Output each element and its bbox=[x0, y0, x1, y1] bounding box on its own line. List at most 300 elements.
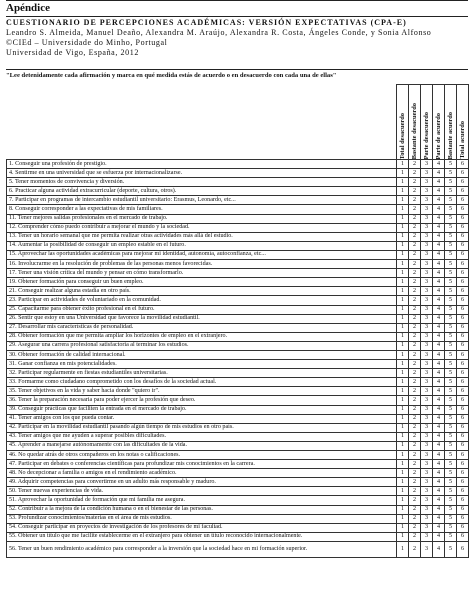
rating-option[interactable]: 4 bbox=[433, 241, 445, 250]
rating-option[interactable]: 5 bbox=[445, 350, 457, 359]
rating-option[interactable]: 1 bbox=[397, 541, 409, 557]
rating-option[interactable]: 1 bbox=[397, 460, 409, 469]
rating-option[interactable]: 2 bbox=[409, 414, 421, 423]
rating-option[interactable]: 1 bbox=[397, 350, 409, 359]
rating-option[interactable]: 1 bbox=[397, 360, 409, 369]
rating-option[interactable]: 5 bbox=[445, 223, 457, 232]
rating-option[interactable]: 6 bbox=[457, 287, 469, 296]
rating-option[interactable]: 5 bbox=[445, 405, 457, 414]
rating-option[interactable]: 2 bbox=[409, 187, 421, 196]
item-text: 39. Conseguir prácticas que faciliten la entrada en el mercado de trabajo. bbox=[7, 405, 397, 414]
rating-option[interactable]: 3 bbox=[421, 451, 433, 460]
rating-option[interactable]: 1 bbox=[397, 423, 409, 432]
rating-option[interactable]: 2 bbox=[409, 360, 421, 369]
rating-option[interactable]: 1 bbox=[397, 160, 409, 169]
rating-option[interactable]: 4 bbox=[433, 269, 445, 278]
rating-option[interactable]: 5 bbox=[445, 369, 457, 378]
rating-option[interactable]: 3 bbox=[421, 287, 433, 296]
rating-option[interactable]: 2 bbox=[409, 323, 421, 332]
table-row bbox=[7, 414, 469, 423]
rating-option[interactable]: 6 bbox=[457, 505, 469, 514]
rating-option[interactable]: 2 bbox=[409, 405, 421, 414]
rating-option[interactable]: 3 bbox=[421, 178, 433, 187]
rating-option[interactable]: 5 bbox=[445, 196, 457, 205]
item-text: 4. Sentirme en una universidad que se esfuerza por internacionalizarse. bbox=[7, 169, 397, 178]
item-text: 54. Conseguir participar en proyectos de investigación de los profesores de mi facultad. bbox=[7, 523, 397, 532]
rating-option[interactable]: 5 bbox=[445, 396, 457, 405]
rating-option[interactable]: 5 bbox=[445, 432, 457, 441]
rating-option[interactable]: 3 bbox=[421, 214, 433, 223]
rating-option[interactable]: 3 bbox=[421, 441, 433, 450]
rating-option[interactable]: 2 bbox=[409, 314, 421, 323]
rating-option[interactable]: 5 bbox=[445, 305, 457, 314]
rating-option[interactable]: 1 bbox=[397, 178, 409, 187]
rating-option[interactable]: 4 bbox=[433, 287, 445, 296]
rating-option[interactable]: 5 bbox=[445, 287, 457, 296]
rating-option[interactable]: 1 bbox=[397, 205, 409, 214]
rating-option[interactable]: 6 bbox=[457, 323, 469, 332]
rating-option[interactable]: 4 bbox=[433, 432, 445, 441]
rating-option[interactable]: 2 bbox=[409, 305, 421, 314]
rating-option[interactable]: 2 bbox=[409, 214, 421, 223]
rating-option[interactable]: 4 bbox=[433, 332, 445, 341]
rating-option[interactable]: 6 bbox=[457, 441, 469, 450]
rating-option[interactable]: 5 bbox=[445, 414, 457, 423]
rating-option[interactable]: 4 bbox=[433, 496, 445, 505]
rating-option[interactable]: 5 bbox=[445, 541, 457, 557]
rating-option[interactable]: 6 bbox=[457, 378, 469, 387]
rating-option[interactable]: 2 bbox=[409, 205, 421, 214]
rating-option[interactable]: 4 bbox=[433, 260, 445, 269]
rating-option[interactable]: 5 bbox=[445, 323, 457, 332]
rating-option[interactable]: 6 bbox=[457, 423, 469, 432]
rating-option[interactable]: 2 bbox=[409, 451, 421, 460]
rating-option[interactable]: 6 bbox=[457, 305, 469, 314]
rating-option[interactable]: 3 bbox=[421, 160, 433, 169]
table-row bbox=[7, 423, 469, 432]
rating-option[interactable]: 5 bbox=[445, 187, 457, 196]
item-text: 51. Aprovechar la oportunidad de formación que mi familia me asegura. bbox=[7, 496, 397, 505]
rating-option[interactable]: 1 bbox=[397, 378, 409, 387]
rating-option[interactable]: 4 bbox=[433, 232, 445, 241]
rating-option[interactable]: 4 bbox=[433, 160, 445, 169]
rating-option[interactable]: 1 bbox=[397, 250, 409, 259]
rating-option[interactable]: 4 bbox=[433, 487, 445, 496]
rating-option[interactable]: 1 bbox=[397, 441, 409, 450]
rating-option[interactable]: 2 bbox=[409, 523, 421, 532]
rating-option[interactable]: 1 bbox=[397, 523, 409, 532]
rating-option[interactable]: 5 bbox=[445, 460, 457, 469]
rating-option[interactable]: 6 bbox=[457, 487, 469, 496]
rating-option[interactable]: 6 bbox=[457, 469, 469, 478]
rating-option[interactable]: 4 bbox=[433, 360, 445, 369]
rating-option[interactable]: 5 bbox=[445, 214, 457, 223]
rating-option[interactable]: 1 bbox=[397, 187, 409, 196]
rating-option[interactable]: 2 bbox=[409, 169, 421, 178]
rating-option[interactable]: 5 bbox=[445, 332, 457, 341]
rating-option[interactable]: 2 bbox=[409, 441, 421, 450]
rating-option[interactable]: 2 bbox=[409, 541, 421, 557]
rating-option[interactable]: 6 bbox=[457, 223, 469, 232]
rating-option[interactable]: 1 bbox=[397, 169, 409, 178]
table-row bbox=[7, 432, 469, 441]
rating-option[interactable]: 4 bbox=[433, 441, 445, 450]
rating-option[interactable]: 3 bbox=[421, 269, 433, 278]
rating-option[interactable]: 2 bbox=[409, 487, 421, 496]
rating-option[interactable]: 4 bbox=[433, 514, 445, 523]
scale-header-label: Parte de acuerdo bbox=[435, 112, 442, 159]
rating-option[interactable]: 2 bbox=[409, 369, 421, 378]
rating-option[interactable]: 2 bbox=[409, 505, 421, 514]
rating-option[interactable]: 5 bbox=[445, 250, 457, 259]
rating-option[interactable]: 4 bbox=[433, 396, 445, 405]
rating-option[interactable]: 1 bbox=[397, 196, 409, 205]
table-row bbox=[7, 469, 469, 478]
item-text: 35. Tener objetivos en la vida y saber hacia donde "quiero ir". bbox=[7, 387, 397, 396]
rating-option[interactable]: 2 bbox=[409, 378, 421, 387]
item-text: 5. Tener momentos de convivencia y diversión. bbox=[7, 178, 397, 187]
rating-option[interactable]: 2 bbox=[409, 532, 421, 541]
rating-option[interactable]: 6 bbox=[457, 187, 469, 196]
rating-option[interactable]: 4 bbox=[433, 323, 445, 332]
rating-option[interactable]: 1 bbox=[397, 405, 409, 414]
rating-option[interactable]: 2 bbox=[409, 332, 421, 341]
rating-option[interactable]: 1 bbox=[397, 505, 409, 514]
rating-option[interactable]: 6 bbox=[457, 260, 469, 269]
rating-option[interactable]: 3 bbox=[421, 514, 433, 523]
rating-option[interactable]: 3 bbox=[421, 350, 433, 359]
appendix-title: Apéndice bbox=[6, 2, 50, 14]
table-row bbox=[7, 269, 469, 278]
rating-option[interactable]: 6 bbox=[457, 532, 469, 541]
rating-option[interactable]: 3 bbox=[421, 396, 433, 405]
rating-option[interactable]: 2 bbox=[409, 160, 421, 169]
rating-option[interactable]: 3 bbox=[421, 496, 433, 505]
rating-option[interactable]: 6 bbox=[457, 196, 469, 205]
rating-option[interactable]: 2 bbox=[409, 269, 421, 278]
rating-option[interactable]: 5 bbox=[445, 514, 457, 523]
rating-option[interactable]: 2 bbox=[409, 432, 421, 441]
rating-option[interactable]: 6 bbox=[457, 350, 469, 359]
rating-option[interactable]: 5 bbox=[445, 378, 457, 387]
rating-option[interactable]: 2 bbox=[409, 260, 421, 269]
scale-header bbox=[445, 85, 457, 160]
rating-option[interactable]: 3 bbox=[421, 250, 433, 259]
rating-option[interactable]: 2 bbox=[409, 223, 421, 232]
rating-option[interactable]: 5 bbox=[445, 387, 457, 396]
rating-option[interactable]: 3 bbox=[421, 378, 433, 387]
rating-option[interactable]: 3 bbox=[421, 260, 433, 269]
table-row bbox=[7, 478, 469, 487]
table-row bbox=[7, 350, 469, 359]
rating-option[interactable]: 6 bbox=[457, 169, 469, 178]
rating-option[interactable]: 3 bbox=[421, 460, 433, 469]
rating-option[interactable]: 3 bbox=[421, 505, 433, 514]
rating-option[interactable]: 3 bbox=[421, 296, 433, 305]
rating-option[interactable]: 3 bbox=[421, 223, 433, 232]
rating-option[interactable]: 4 bbox=[433, 387, 445, 396]
scale-header bbox=[457, 85, 469, 160]
rating-option[interactable]: 1 bbox=[397, 487, 409, 496]
table-row bbox=[7, 341, 469, 350]
item-text: 41. Tener amigos con los que pueda contar. bbox=[7, 414, 397, 423]
rating-option[interactable]: 4 bbox=[433, 296, 445, 305]
rating-option[interactable]: 3 bbox=[421, 305, 433, 314]
table-row bbox=[7, 241, 469, 250]
rating-option[interactable]: 3 bbox=[421, 241, 433, 250]
rating-option[interactable]: 1 bbox=[397, 496, 409, 505]
rating-option[interactable]: 1 bbox=[397, 341, 409, 350]
rating-option[interactable]: 1 bbox=[397, 296, 409, 305]
rating-option[interactable]: 6 bbox=[457, 341, 469, 350]
rating-option[interactable]: 4 bbox=[433, 405, 445, 414]
rating-option[interactable]: 4 bbox=[433, 223, 445, 232]
rating-option[interactable]: 5 bbox=[445, 269, 457, 278]
rating-option[interactable]: 5 bbox=[445, 169, 457, 178]
rating-option[interactable]: 5 bbox=[445, 178, 457, 187]
rating-option[interactable]: 5 bbox=[445, 505, 457, 514]
rating-option[interactable]: 4 bbox=[433, 505, 445, 514]
rating-option[interactable]: 5 bbox=[445, 160, 457, 169]
item-text: 30. Obtener formación de calidad internacional. bbox=[7, 350, 397, 359]
rating-option[interactable]: 4 bbox=[433, 469, 445, 478]
rating-option[interactable]: 6 bbox=[457, 332, 469, 341]
rating-option[interactable]: 3 bbox=[421, 423, 433, 432]
rating-option[interactable]: 1 bbox=[397, 260, 409, 269]
rating-option[interactable]: 6 bbox=[457, 523, 469, 532]
rating-option[interactable]: 3 bbox=[421, 405, 433, 414]
table-row bbox=[7, 514, 469, 523]
appendix-rule bbox=[6, 16, 468, 17]
rating-option[interactable]: 1 bbox=[397, 287, 409, 296]
rating-option[interactable]: 2 bbox=[409, 396, 421, 405]
item-text: 19. Obtener formación para conseguir un buen empleo. bbox=[7, 278, 397, 287]
rating-option[interactable]: 5 bbox=[445, 469, 457, 478]
rating-option[interactable]: 6 bbox=[457, 214, 469, 223]
rating-option[interactable]: 2 bbox=[409, 423, 421, 432]
rating-option[interactable]: 1 bbox=[397, 532, 409, 541]
rating-option[interactable]: 1 bbox=[397, 396, 409, 405]
rating-option[interactable]: 5 bbox=[445, 296, 457, 305]
rating-option[interactable]: 4 bbox=[433, 451, 445, 460]
rating-option[interactable]: 2 bbox=[409, 250, 421, 259]
rating-option[interactable]: 5 bbox=[445, 523, 457, 532]
rating-option[interactable]: 4 bbox=[433, 250, 445, 259]
rating-option[interactable]: 3 bbox=[421, 478, 433, 487]
rating-option[interactable]: 1 bbox=[397, 269, 409, 278]
rating-option[interactable]: 1 bbox=[397, 432, 409, 441]
rating-option[interactable]: 6 bbox=[457, 205, 469, 214]
rating-option[interactable]: 5 bbox=[445, 278, 457, 287]
rating-option[interactable]: 5 bbox=[445, 360, 457, 369]
rating-option[interactable]: 3 bbox=[421, 414, 433, 423]
rating-option[interactable]: 6 bbox=[457, 232, 469, 241]
rating-option[interactable]: 5 bbox=[445, 441, 457, 450]
rating-option[interactable]: 6 bbox=[457, 296, 469, 305]
rating-option[interactable]: 6 bbox=[457, 160, 469, 169]
rating-option[interactable]: 2 bbox=[409, 232, 421, 241]
table-row bbox=[7, 451, 469, 460]
rating-option[interactable]: 4 bbox=[433, 369, 445, 378]
rating-option[interactable]: 6 bbox=[457, 178, 469, 187]
rating-option[interactable]: 6 bbox=[457, 387, 469, 396]
rating-option[interactable]: 2 bbox=[409, 469, 421, 478]
rating-option[interactable]: 1 bbox=[397, 387, 409, 396]
rating-option[interactable]: 1 bbox=[397, 241, 409, 250]
rating-option[interactable]: 4 bbox=[433, 178, 445, 187]
item-text: 21. Conseguir realizar alguna estadía en otro país. bbox=[7, 287, 397, 296]
rating-option[interactable]: 4 bbox=[433, 541, 445, 557]
rating-option[interactable]: 3 bbox=[421, 169, 433, 178]
item-text: 43. Tener amigos que me ayuden a superar posibles dificultades. bbox=[7, 432, 397, 441]
rating-option[interactable]: 2 bbox=[409, 514, 421, 523]
rating-option[interactable]: 3 bbox=[421, 469, 433, 478]
rating-option[interactable]: 6 bbox=[457, 496, 469, 505]
rating-option[interactable]: 6 bbox=[457, 360, 469, 369]
rating-option[interactable]: 6 bbox=[457, 405, 469, 414]
rating-option[interactable]: 1 bbox=[397, 451, 409, 460]
rating-option[interactable]: 6 bbox=[457, 432, 469, 441]
rating-option[interactable]: 5 bbox=[445, 478, 457, 487]
item-text: 13. Tener un horario semanal que me permita realizar otras actividades más allá del estudio. bbox=[7, 232, 397, 241]
rating-option[interactable]: 1 bbox=[397, 232, 409, 241]
rating-option[interactable]: 3 bbox=[421, 232, 433, 241]
table-row bbox=[7, 441, 469, 450]
rating-option[interactable]: 4 bbox=[433, 205, 445, 214]
rating-option[interactable]: 4 bbox=[433, 423, 445, 432]
item-text: 23. Participar en actividades de voluntariado en la comunidad. bbox=[7, 296, 397, 305]
rating-option[interactable]: 2 bbox=[409, 296, 421, 305]
rating-option[interactable]: 4 bbox=[433, 187, 445, 196]
rating-option[interactable]: 2 bbox=[409, 478, 421, 487]
rating-option[interactable]: 5 bbox=[445, 341, 457, 350]
rating-option[interactable]: 2 bbox=[409, 278, 421, 287]
rating-option[interactable]: 1 bbox=[397, 278, 409, 287]
item-text: 6. Practicar alguna actividad extracurricular (deporte, cultura, otros). bbox=[7, 187, 397, 196]
rating-option[interactable]: 2 bbox=[409, 196, 421, 205]
rating-option[interactable]: 5 bbox=[445, 532, 457, 541]
rating-option[interactable]: 6 bbox=[457, 460, 469, 469]
rating-option[interactable]: 3 bbox=[421, 369, 433, 378]
rating-option[interactable]: 3 bbox=[421, 532, 433, 541]
rating-option[interactable]: 3 bbox=[421, 196, 433, 205]
rating-option[interactable]: 3 bbox=[421, 541, 433, 557]
rating-option[interactable]: 4 bbox=[433, 214, 445, 223]
item-text: 12. Comprender cómo puedo contribuir a mejorar el mundo y la sociedad. bbox=[7, 223, 397, 232]
rating-option[interactable]: 6 bbox=[457, 478, 469, 487]
rating-option[interactable]: 6 bbox=[457, 396, 469, 405]
rating-option[interactable]: 1 bbox=[397, 369, 409, 378]
rating-option[interactable]: 3 bbox=[421, 487, 433, 496]
rating-option[interactable]: 4 bbox=[433, 532, 445, 541]
rating-option[interactable]: 6 bbox=[457, 541, 469, 557]
rating-option[interactable]: 1 bbox=[397, 223, 409, 232]
rating-option[interactable]: 6 bbox=[457, 414, 469, 423]
rating-option[interactable]: 2 bbox=[409, 287, 421, 296]
rating-option[interactable]: 2 bbox=[409, 350, 421, 359]
rating-option[interactable]: 1 bbox=[397, 323, 409, 332]
rating-option[interactable]: 5 bbox=[445, 232, 457, 241]
rating-option[interactable]: 6 bbox=[457, 241, 469, 250]
rating-option[interactable]: 6 bbox=[457, 369, 469, 378]
rating-option[interactable]: 3 bbox=[421, 332, 433, 341]
rating-option[interactable]: 3 bbox=[421, 314, 433, 323]
rating-option[interactable]: 3 bbox=[421, 432, 433, 441]
rating-option[interactable]: 5 bbox=[445, 423, 457, 432]
rating-option[interactable]: 5 bbox=[445, 314, 457, 323]
rating-option[interactable]: 1 bbox=[397, 332, 409, 341]
rating-option[interactable]: 1 bbox=[397, 214, 409, 223]
rating-option[interactable]: 4 bbox=[433, 196, 445, 205]
rating-option[interactable]: 4 bbox=[433, 478, 445, 487]
rating-option[interactable]: 4 bbox=[433, 169, 445, 178]
top-rule bbox=[6, 0, 468, 1]
rating-option[interactable]: 2 bbox=[409, 341, 421, 350]
rating-option[interactable]: 4 bbox=[433, 414, 445, 423]
rating-option[interactable]: 3 bbox=[421, 205, 433, 214]
table-row bbox=[7, 278, 469, 287]
rating-option[interactable]: 2 bbox=[409, 241, 421, 250]
rating-option[interactable]: 1 bbox=[397, 469, 409, 478]
rating-option[interactable]: 3 bbox=[421, 323, 433, 332]
rating-option[interactable]: 3 bbox=[421, 360, 433, 369]
rating-option[interactable]: 4 bbox=[433, 314, 445, 323]
rating-option[interactable]: 1 bbox=[397, 478, 409, 487]
rating-option[interactable]: 4 bbox=[433, 350, 445, 359]
rating-option[interactable]: 1 bbox=[397, 305, 409, 314]
rating-option[interactable]: 1 bbox=[397, 314, 409, 323]
rating-option[interactable]: 4 bbox=[433, 278, 445, 287]
rating-option[interactable]: 3 bbox=[421, 187, 433, 196]
item-text: 42. Participar en la movilidad estudiantil pasando algún tiempo de mis estudios en otro país. bbox=[7, 423, 397, 432]
item-text: 31. Ganar confianza en mis potencialidades. bbox=[7, 360, 397, 369]
rating-option[interactable]: 2 bbox=[409, 178, 421, 187]
rating-option[interactable]: 5 bbox=[445, 205, 457, 214]
rating-option[interactable]: 2 bbox=[409, 387, 421, 396]
table-row bbox=[7, 487, 469, 496]
rating-option[interactable]: 6 bbox=[457, 514, 469, 523]
item-text: 11. Tener mejores salidas profesionales en el mercado de trabajo. bbox=[7, 214, 397, 223]
rating-option[interactable]: 2 bbox=[409, 460, 421, 469]
rating-option[interactable]: 6 bbox=[457, 451, 469, 460]
rating-option[interactable]: 3 bbox=[421, 387, 433, 396]
rating-option[interactable]: 4 bbox=[433, 523, 445, 532]
rating-option[interactable]: 3 bbox=[421, 523, 433, 532]
rating-option[interactable]: 4 bbox=[433, 378, 445, 387]
table-row bbox=[7, 387, 469, 396]
rating-option[interactable]: 5 bbox=[445, 241, 457, 250]
rating-option[interactable]: 4 bbox=[433, 460, 445, 469]
rating-option[interactable]: 2 bbox=[409, 496, 421, 505]
rating-option[interactable]: 1 bbox=[397, 414, 409, 423]
rating-option[interactable]: 3 bbox=[421, 278, 433, 287]
rating-option[interactable]: 4 bbox=[433, 305, 445, 314]
rating-option[interactable]: 5 bbox=[445, 487, 457, 496]
scale-header-label: Total desacuerdo bbox=[399, 112, 406, 159]
item-text: 45. Aprender a manejarse autónomamente con las dificultades de la vida. bbox=[7, 441, 397, 450]
rating-option[interactable]: 6 bbox=[457, 269, 469, 278]
rating-option[interactable]: 6 bbox=[457, 314, 469, 323]
rating-option[interactable]: 3 bbox=[421, 341, 433, 350]
table-row bbox=[7, 305, 469, 314]
rating-option[interactable]: 4 bbox=[433, 341, 445, 350]
rating-option[interactable]: 6 bbox=[457, 278, 469, 287]
rating-option[interactable]: 6 bbox=[457, 250, 469, 259]
rating-option[interactable]: 5 bbox=[445, 451, 457, 460]
rating-option[interactable]: 1 bbox=[397, 514, 409, 523]
rating-option[interactable]: 5 bbox=[445, 496, 457, 505]
rating-option[interactable]: 5 bbox=[445, 260, 457, 269]
